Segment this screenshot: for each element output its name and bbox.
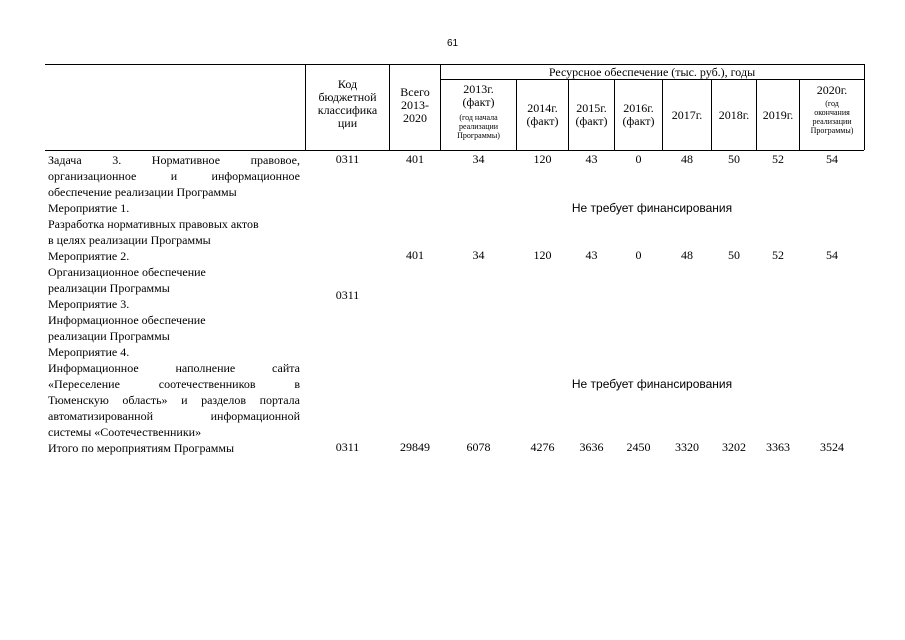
header-2014: 2014г. (факт)	[526, 101, 559, 128]
header-2019: 2019г.	[762, 108, 794, 122]
header-2017: 2017г.	[671, 108, 703, 122]
task3-2019: 52	[772, 152, 784, 166]
m2-2017: 48	[681, 248, 693, 262]
m2-2020: 54	[826, 248, 838, 262]
m4-name: Мероприятие 4. Информационное наполнение сайта «Переселение соотечественников в Тюменскую область» и разделов портала автоматизированной информационной системы «Соотечественники»	[48, 345, 300, 439]
page-number: 61	[446, 38, 459, 49]
header-resource-title: Ресурсное обеспечение (тыс. руб.), годы	[548, 65, 756, 79]
m2-2013: 34	[472, 248, 485, 262]
task3-2014: 120	[533, 152, 552, 166]
m2-2015: 43	[585, 248, 598, 262]
task3-2015: 43	[585, 152, 598, 166]
years-header-rule	[440, 79, 864, 80]
header-bottom-rule	[45, 150, 864, 151]
m3-kbk: 0311	[335, 288, 360, 302]
total-2013: 6078	[466, 440, 491, 454]
m3-name: Мероприятие 3. Информационное обеспечение реализации Программы	[48, 297, 206, 343]
m4-no-funding-note: Не требует финансирования	[571, 377, 733, 391]
total-2016: 2450	[626, 440, 651, 454]
header-2018: 2018г.	[718, 108, 750, 122]
total-label: Итого по мероприятиям Программы	[48, 441, 235, 455]
header-2015: 2015г. (факт)	[575, 101, 608, 128]
task3-2017: 48	[681, 152, 693, 166]
total-2019: 3363	[766, 440, 790, 454]
task3-2020: 54	[826, 152, 838, 166]
task3-2013: 34	[472, 152, 485, 166]
total-2015: 3636	[579, 440, 604, 454]
task3-2016: 0	[635, 152, 642, 166]
m1-no-funding-note: Не требует финансирования	[571, 201, 733, 215]
m2-2014: 120	[533, 248, 552, 262]
task3-total: 401	[406, 152, 424, 166]
total-2014: 4276	[530, 440, 555, 454]
task3-2018: 50	[728, 152, 740, 166]
m2-total: 401	[406, 248, 424, 262]
task3-kbk: 0311	[335, 152, 360, 166]
m2-2016: 0	[635, 248, 642, 262]
header-kbk: Код бюджетной классифика ции	[317, 77, 378, 130]
total-2017: 3320	[675, 440, 699, 454]
m2-2018: 50	[728, 248, 740, 262]
total-sum: 29849	[400, 440, 430, 454]
m1-name: Мероприятие 1. Разработка нормативных правовых актов в целях реализации Программы	[48, 201, 259, 247]
total-2020: 3524	[820, 440, 844, 454]
table-right-rule	[864, 64, 865, 150]
total-2018: 3202	[722, 440, 746, 454]
m2-name: Мероприятие 2. Организационное обеспечение реализации Программы	[48, 249, 206, 295]
header-total: Всего 2013- 2020	[400, 85, 430, 125]
header-2016: 2016г. (факт)	[622, 101, 655, 128]
task3-name: Задача 3. Нормативное правовое, организационное и информационное обеспечение реализации Программы	[48, 153, 300, 199]
total-kbk: 0311	[335, 440, 360, 454]
m2-2019: 52	[772, 248, 784, 262]
